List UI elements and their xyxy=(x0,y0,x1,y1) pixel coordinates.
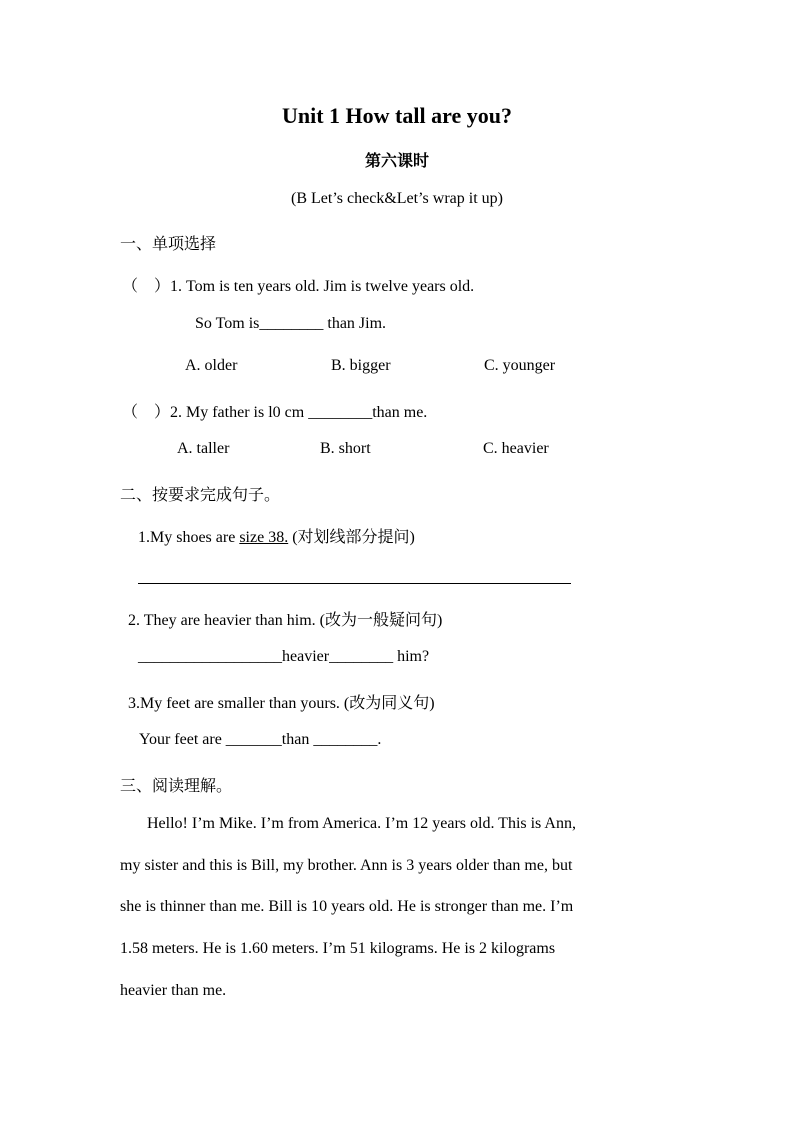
lesson-subtitle: (B Let’s check&Let’s wrap it up) xyxy=(291,190,503,207)
s2-q3-stem: 3.My feet are smaller than yours. (改为同义句) xyxy=(128,695,435,712)
section1-heading: 一、单项选择 xyxy=(120,234,217,253)
s2-q3-answer: Your feet are _______than ________. xyxy=(139,731,382,748)
q2-option-b: B. short xyxy=(320,440,371,457)
q1-stem: （ ）1. Tom is ten years old. Jim is twelve years old. xyxy=(122,278,475,295)
section2-heading: 二、按要求完成句子。 xyxy=(120,485,281,504)
s2-q2-stem: 2. They are heavier than him. (改为一般疑问句) xyxy=(128,612,443,629)
reading-line-4: 1.58 meters. He is 1.60 meters. I’m 51 kilograms. He is 2 kilograms xyxy=(120,940,556,957)
q1-option-b: B. bigger xyxy=(331,357,391,374)
page-title: Unit 1 How tall are you? xyxy=(282,103,512,128)
section3-heading: 三、阅读理解。 xyxy=(120,776,233,795)
q1-option-c: C. younger xyxy=(484,357,556,374)
s2-q1-underlined: size 38. xyxy=(239,529,289,546)
q2-option-c: C. heavier xyxy=(483,440,549,457)
reading-line-5: heavier than me. xyxy=(120,982,227,999)
s2-q1-answer-line[interactable] xyxy=(138,583,571,584)
s2-q1-suffix: (对划线部分提问) xyxy=(288,529,415,546)
s2-q1-stem xyxy=(138,524,415,547)
s2-q2-answer: __________________heavier________ him? xyxy=(138,648,430,665)
q1-line2: So Tom is________ than Jim. xyxy=(195,315,387,332)
q2-option-a: A. taller xyxy=(177,440,230,457)
s2-q1-prefix: 1.My shoes are xyxy=(138,529,240,546)
reading-line-1: Hello! I’m Mike. I’m from America. I’m 12 years old. This is Ann, xyxy=(147,815,576,832)
q1-option-a: A. older xyxy=(185,357,238,374)
q2-stem: （ ）2. My father is l0 cm ________than me. xyxy=(122,404,428,421)
lesson-number: 第六课时 xyxy=(364,151,429,170)
reading-line-3: she is thinner than me. Bill is 10 years old. He is stronger than me. I’m xyxy=(120,898,574,915)
reading-line-2: my sister and this is Bill, my brother. Ann is 3 years older than me, but xyxy=(120,857,573,874)
